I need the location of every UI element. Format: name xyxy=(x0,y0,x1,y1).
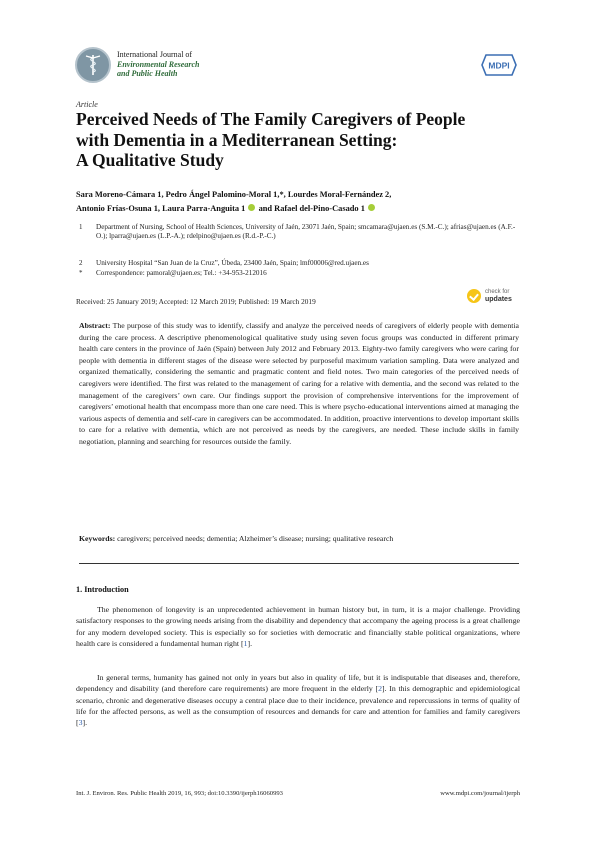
affiliation-mark: 2 xyxy=(79,259,83,267)
affiliation-text: Department of Nursing, School of Health Sciences, University of Jaén, 23071 Jaén, Spain; smcamara@ujaen.es (S.M.-C.); afrias@ujaen.es (A.F.-O.); lparra@ujaen.es (L.P.-A.); rdelpino@ujaen.es (R.d.-P.-C.) xyxy=(96,223,516,240)
article-title xyxy=(76,109,526,171)
affiliation-1 xyxy=(79,223,519,259)
section-heading: 1. Introduction xyxy=(76,585,129,594)
citation-link[interactable]: 1 xyxy=(243,638,248,648)
authors-line-2b: and Rafael del-Pino-Casado 1 xyxy=(256,204,365,213)
orcid-icon[interactable] xyxy=(248,204,255,211)
journal-logo xyxy=(75,47,111,83)
correspondence xyxy=(79,269,519,278)
abstract-label: Abstract: xyxy=(79,321,111,330)
authors-line-1: Sara Moreno-Cámara 1, Pedro Ángel Palomino-Moral 1,*, Lourdes Moral-Fernández 2, xyxy=(76,190,392,199)
paragraph-1: The phenomenon of longevity is an unprecedented achievement in human history but, in turn, it is a major challenge. Providing satisfactory responses to the growing needs arising from the disability and dependency that accompany the ageing process is a great challenge for any modern developed society. This is especially so for societies with democratic and financially stable political organizations, where health care is considered a fundamental human right [1]. xyxy=(76,605,520,648)
check-updates-line-1: check for xyxy=(485,289,510,295)
authors-line-2a: Antonio Frías-Osuna 1, Laura Parra-Anguita 1 xyxy=(76,204,246,213)
publication-dates: Received: 25 January 2019; Accepted: 12 March 2019; Published: 19 March 2019 xyxy=(76,297,316,306)
citation-link[interactable]: 2 xyxy=(378,684,383,694)
journal-line-3: and Public Health xyxy=(117,69,178,78)
keywords-text: caregivers; perceived needs; dementia; Alzheimer’s disease; nursing; qualitative research xyxy=(117,534,394,543)
paragraph-text: In general terms, humanity has gained not only in years but also in quality of life, but it is indisputable that diseases and, therefore, dependency and disability (and therefore care requirements) are more frequent in the elderly xyxy=(76,673,520,694)
title-line-1: Perceived Needs of The Family Caregivers of People xyxy=(76,109,466,129)
orcid-icon[interactable] xyxy=(368,204,375,211)
journal-line-2: Environmental Research xyxy=(117,59,200,69)
paragraph-text: . In this demographic and epidemiological scenario, chronic and degenerative diseases occupy a central place due to their incidence, prevalence and repercussions in terms of quality of life for the affected persons, as well as the consumption of resources and demands for care and attention for families and family caregivers xyxy=(76,684,520,716)
author-list xyxy=(76,188,526,216)
check-for-updates-badge[interactable] xyxy=(467,287,521,307)
abstract xyxy=(79,320,519,448)
affiliation-mark: * xyxy=(79,269,83,277)
affiliation-2 xyxy=(79,259,519,268)
citation-link[interactable]: 3 xyxy=(78,718,83,728)
paragraph-2: In general terms, humanity has gained not only in years but also in quality of life, but it is indisputable that diseases and, therefore, dependency and disability (and therefore care requirements) are more frequent in the elderly [2]. In this demographic and epidemiological scenario, chronic and degenerative diseases occupy a central place due to their incidence, prevalence and repercussions in terms of quality of life for the affected persons, as well as the consumption of resources and demands for care and attention for families and family caregivers [3]. xyxy=(76,673,520,728)
title-line-2: with Dementia in a Mediterranean Setting: xyxy=(76,129,398,150)
citation-footer: Int. J. Environ. Res. Public Health 2019, 16, 993; doi:10.3390/ijerph16060993 xyxy=(76,790,283,797)
check-updates-line-2: updates xyxy=(485,296,512,303)
journal-line-1: International Journal of xyxy=(117,50,193,59)
caduceus-icon xyxy=(80,52,106,78)
journal-name xyxy=(117,50,199,79)
article-type: Article xyxy=(76,100,98,109)
keywords-label: Keywords: xyxy=(79,534,116,543)
abstract-text: The purpose of this study was to identify, classify and analyze the perceived needs of caregivers of elderly people with dementia during the care process. A descriptive phenomenological qualitative study using seven focus groups was conducted in different primary health care centers in the province of Jaén (Spain) between July 2012 and February 2013. Eighty-two family caregivers who were caring for people with dementia in different stages of the disease were selected by purposeful maximum variation sampling. Data were analyzed and organized thematically, considering the semantic and pragmatic content and field notes. Two main categories of the perceived needs of caregivers were identified. The first was related to the management of caring for a relative with dementia, and the second was related to the management of the caregivers’ own care. Our findings support the provision of comprehensive interventions for the improvement of caregivers’ emotional health that encompass more than one care need. This is where psycho-educational interventions aimed at managing the various aspects of dementia and self-care in caregivers can be accommodated. In addition, proactive interventions to develop important skills to care for a relative with dementia, which are not perceived as needs by the caregivers, are needed. These include skills in family negotiation, planning and searching for resources outside the family. xyxy=(79,321,519,446)
keywords xyxy=(79,533,519,544)
correspondence-text: Correspondence: pamoral@ujaen.es; Tel.: +34-953-212016 xyxy=(96,269,267,277)
check-icon xyxy=(467,289,481,303)
title-line-3: A Qualitative Study xyxy=(76,150,224,170)
divider xyxy=(79,563,519,564)
authors-line-2 xyxy=(76,202,526,216)
journal-url[interactable]: www.mdpi.com/journal/ijerph xyxy=(440,790,520,797)
mdpi-logo xyxy=(481,54,517,76)
affiliation-text: University Hospital “San Juan de la Cruz”, Úbeda, 23400 Jaén, Spain; lmf00006@red.ujaen.es xyxy=(96,259,369,267)
affiliation-mark: 1 xyxy=(79,223,83,231)
publisher-text: MDPI xyxy=(488,60,510,71)
paragraph-text: The phenomenon of longevity is an unprecedented achievement in human history but, in turn, it is a major challenge. Providing satisfactory responses to the growing needs arising from the disability and dependency that accompany the ageing process is a great challenge for any modern developed society. This is especially so for societies with democratic and financially stable political organizations, where health care is considered a fundamental human right xyxy=(76,605,520,648)
